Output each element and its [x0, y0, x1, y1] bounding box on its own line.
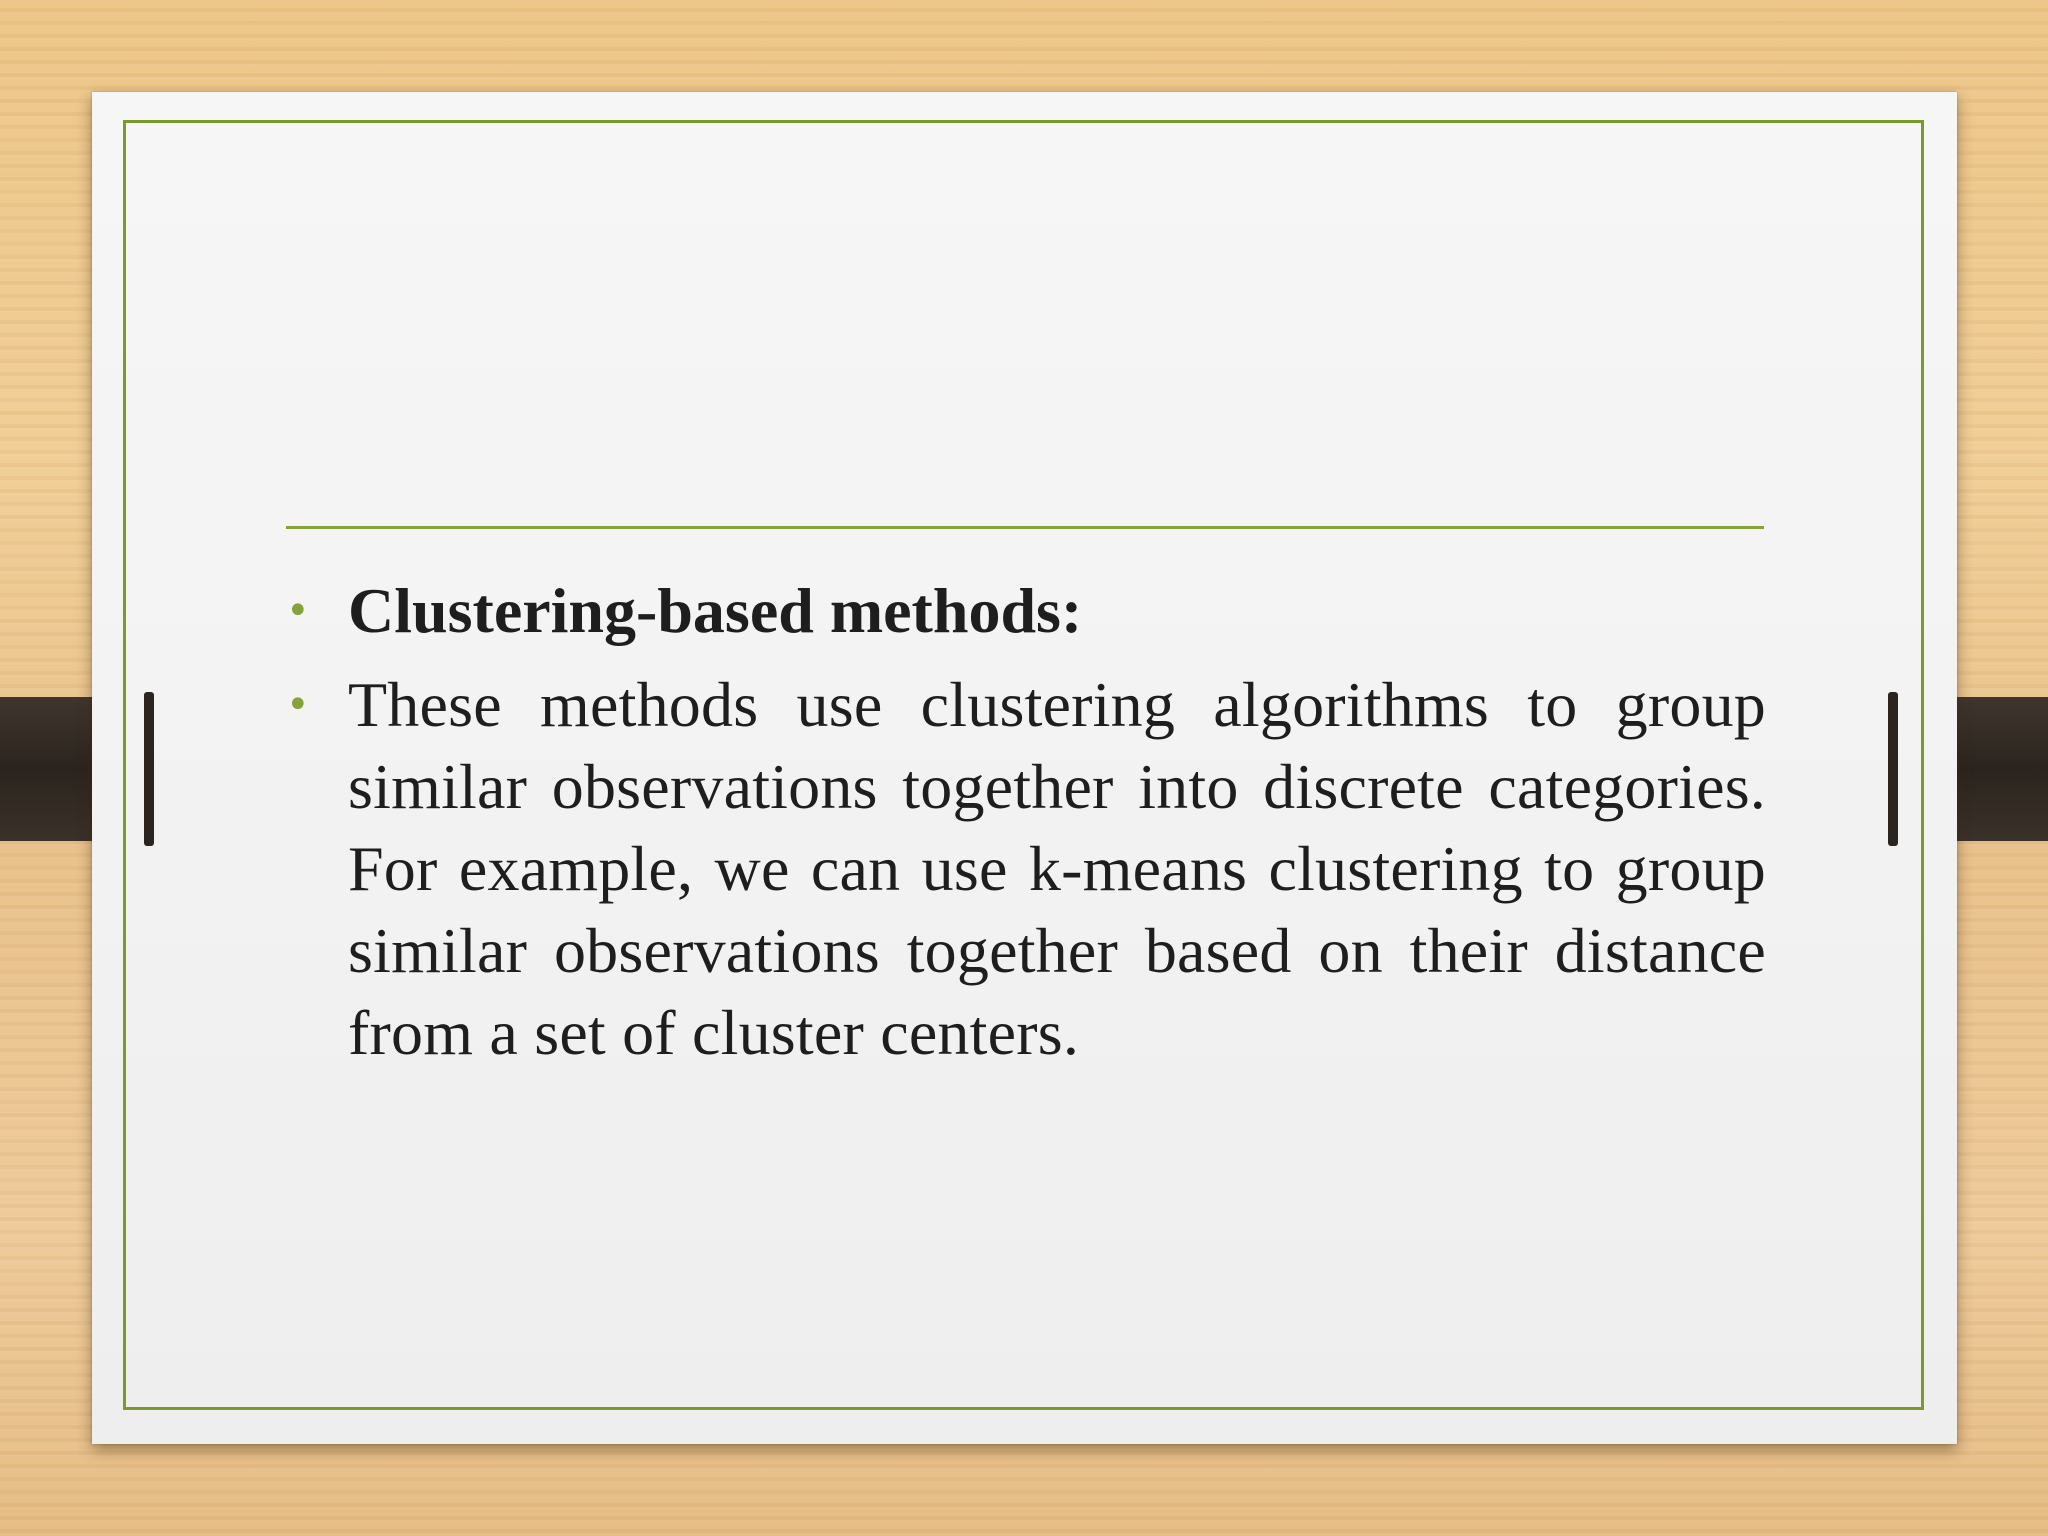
title-divider — [286, 526, 1764, 529]
bullet-heading-text: Clustering-based methods: — [348, 575, 1083, 646]
slide-content — [286, 570, 1766, 1086]
bullet-item-body — [286, 664, 1766, 1074]
bullet-item-heading — [286, 570, 1766, 652]
bullet-body-text: These methods use clustering algorithms to group similar observations together into discrete categories. For example, we can use k-means clustering to group similar observations together based on their distance from a set of cluster centers. — [348, 669, 1766, 1068]
bullet-dot-icon: • — [286, 588, 310, 634]
bullet-dot-icon: • — [286, 682, 310, 728]
